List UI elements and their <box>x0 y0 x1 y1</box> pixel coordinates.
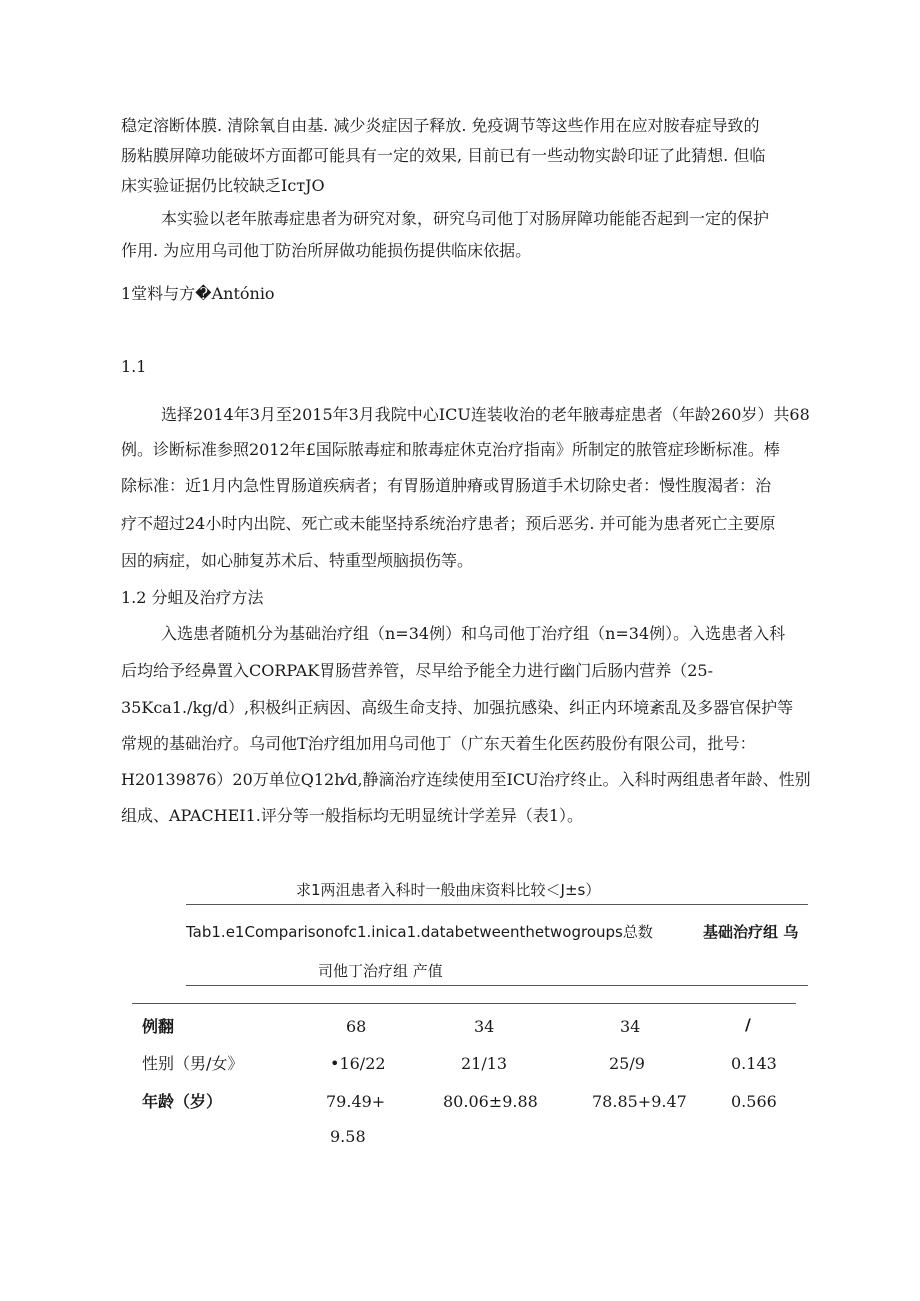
body-line: 稳定溶断体膜. 清除氧自由基. 减少炎症因子释放. 免疫调节等这些作用在应对胺春症导致的 <box>121 116 760 135</box>
body-line: 疗不超过24小时内出院、死亡或未能坚持系统治疗患者；预后恶劣. 并可能为患者死亡主要原 <box>121 514 776 533</box>
body-line: 作用. 为应用乌司他丁防治所屏做功能损伤提供临床依据。 <box>121 241 532 260</box>
body-line: 本实验以老年脓毒症患者为研究对象，研究乌司他丁对肠屏障功能能否起到一定的保护 <box>161 209 770 228</box>
row-label: 性别（男/女》 <box>142 1054 244 1073</box>
cell-total-continued: 9.58 <box>330 1127 366 1146</box>
body-line: 因的病症，如心肺复苏术后、特重型颅脑损伤等。 <box>121 551 474 570</box>
cell-ulin: 25/9 <box>609 1054 645 1073</box>
body-line: 例。诊断标准参照2012年£国际脓毒症和脓毒症休克治疗指南》所制定的脓管症珍断标准。棒 <box>121 440 780 459</box>
body-line: 肠粘膜屏障功能破坏方面都可能具有一定的效果, 目前已有一些动物实龄印证了此猜想. 但临 <box>121 146 766 165</box>
body-line: 常规的基础治疗。乌司他T治疗组加用乌司他丁（广东天着生化医药股份有限公司，批号： <box>121 734 756 753</box>
cell-basic: 34 <box>474 1017 495 1036</box>
cell-p: 0.143 <box>731 1054 777 1073</box>
cell-total: 79.49+ <box>326 1092 386 1111</box>
body-line: 35Kca1./kg/d）,积极纠正病因、高级生命支持、加强抗感染、纠正内环境紊乱及多器官保护等 <box>121 698 794 717</box>
cell-ulin: 78.85+9.47 <box>592 1092 687 1111</box>
cell-basic: 80.06±9.88 <box>443 1092 538 1111</box>
body-line: 床实验证据仍比较缺乏IcтJO <box>121 176 325 195</box>
body-line: 入选患者随机分为基础治疗组（n=34例）和乌司他丁治疗组（n=34例）。入选患者入科 <box>161 624 786 643</box>
table-rule-header <box>132 1003 796 1004</box>
row-label: 例翻 <box>142 1017 175 1036</box>
body-line: H20139876）20万单位Q12h⁄d,静滴治疗连续使用至ICU治疗终止。入科时两组患者年龄、性别 <box>121 770 811 789</box>
cell-ulin: 34 <box>620 1017 641 1036</box>
table-header-cont: 司他丁治疗组 产值 <box>318 962 443 980</box>
table-caption-en: Tab1.e1Comparisonofc1.inica1.databetweenthetwogroups总数 <box>186 923 653 941</box>
subsection-heading: 1.2 分蛆及治疗方法 <box>121 588 264 607</box>
cell-basic: 21/13 <box>461 1054 508 1073</box>
cell-p: 0.566 <box>731 1092 777 1111</box>
body-line: 组成、APACHEI1.评分等一般指标均无明显统计学差异（表1）。 <box>121 806 584 825</box>
table-header-basic: 基础治疗组 乌 <box>703 923 799 941</box>
section-heading: 1堂料与方�António <box>121 284 275 303</box>
cell-total: •16/22 <box>330 1054 386 1073</box>
table-rule-mid <box>186 985 808 986</box>
row-label: 年龄（岁） <box>142 1092 223 1111</box>
body-line: 选择2014年3月至2015年3月我院中心ICU连装收治的老年腋毒症患者（年龄260岁）共68 <box>161 405 810 424</box>
subsection-heading: 1.1 <box>121 357 147 376</box>
body-line: 除标准：近1月内急性胃肠道疾病者；有胃肠道肿瘠或胃肠道手术切除史者：慢性腹渴者：治 <box>121 476 772 495</box>
cell-total: 68 <box>346 1017 367 1036</box>
table-caption-cn: 求1两沮患者入科时一般曲床资料比较＜J±s） <box>296 881 601 899</box>
cell-p: / <box>745 1015 751 1034</box>
body-line: 后均给予经鼻置入CORPAK胃肠营养管，尽早给予能全力进行幽门后肠内营养（25- <box>121 661 713 680</box>
table-rule-top <box>186 904 808 905</box>
